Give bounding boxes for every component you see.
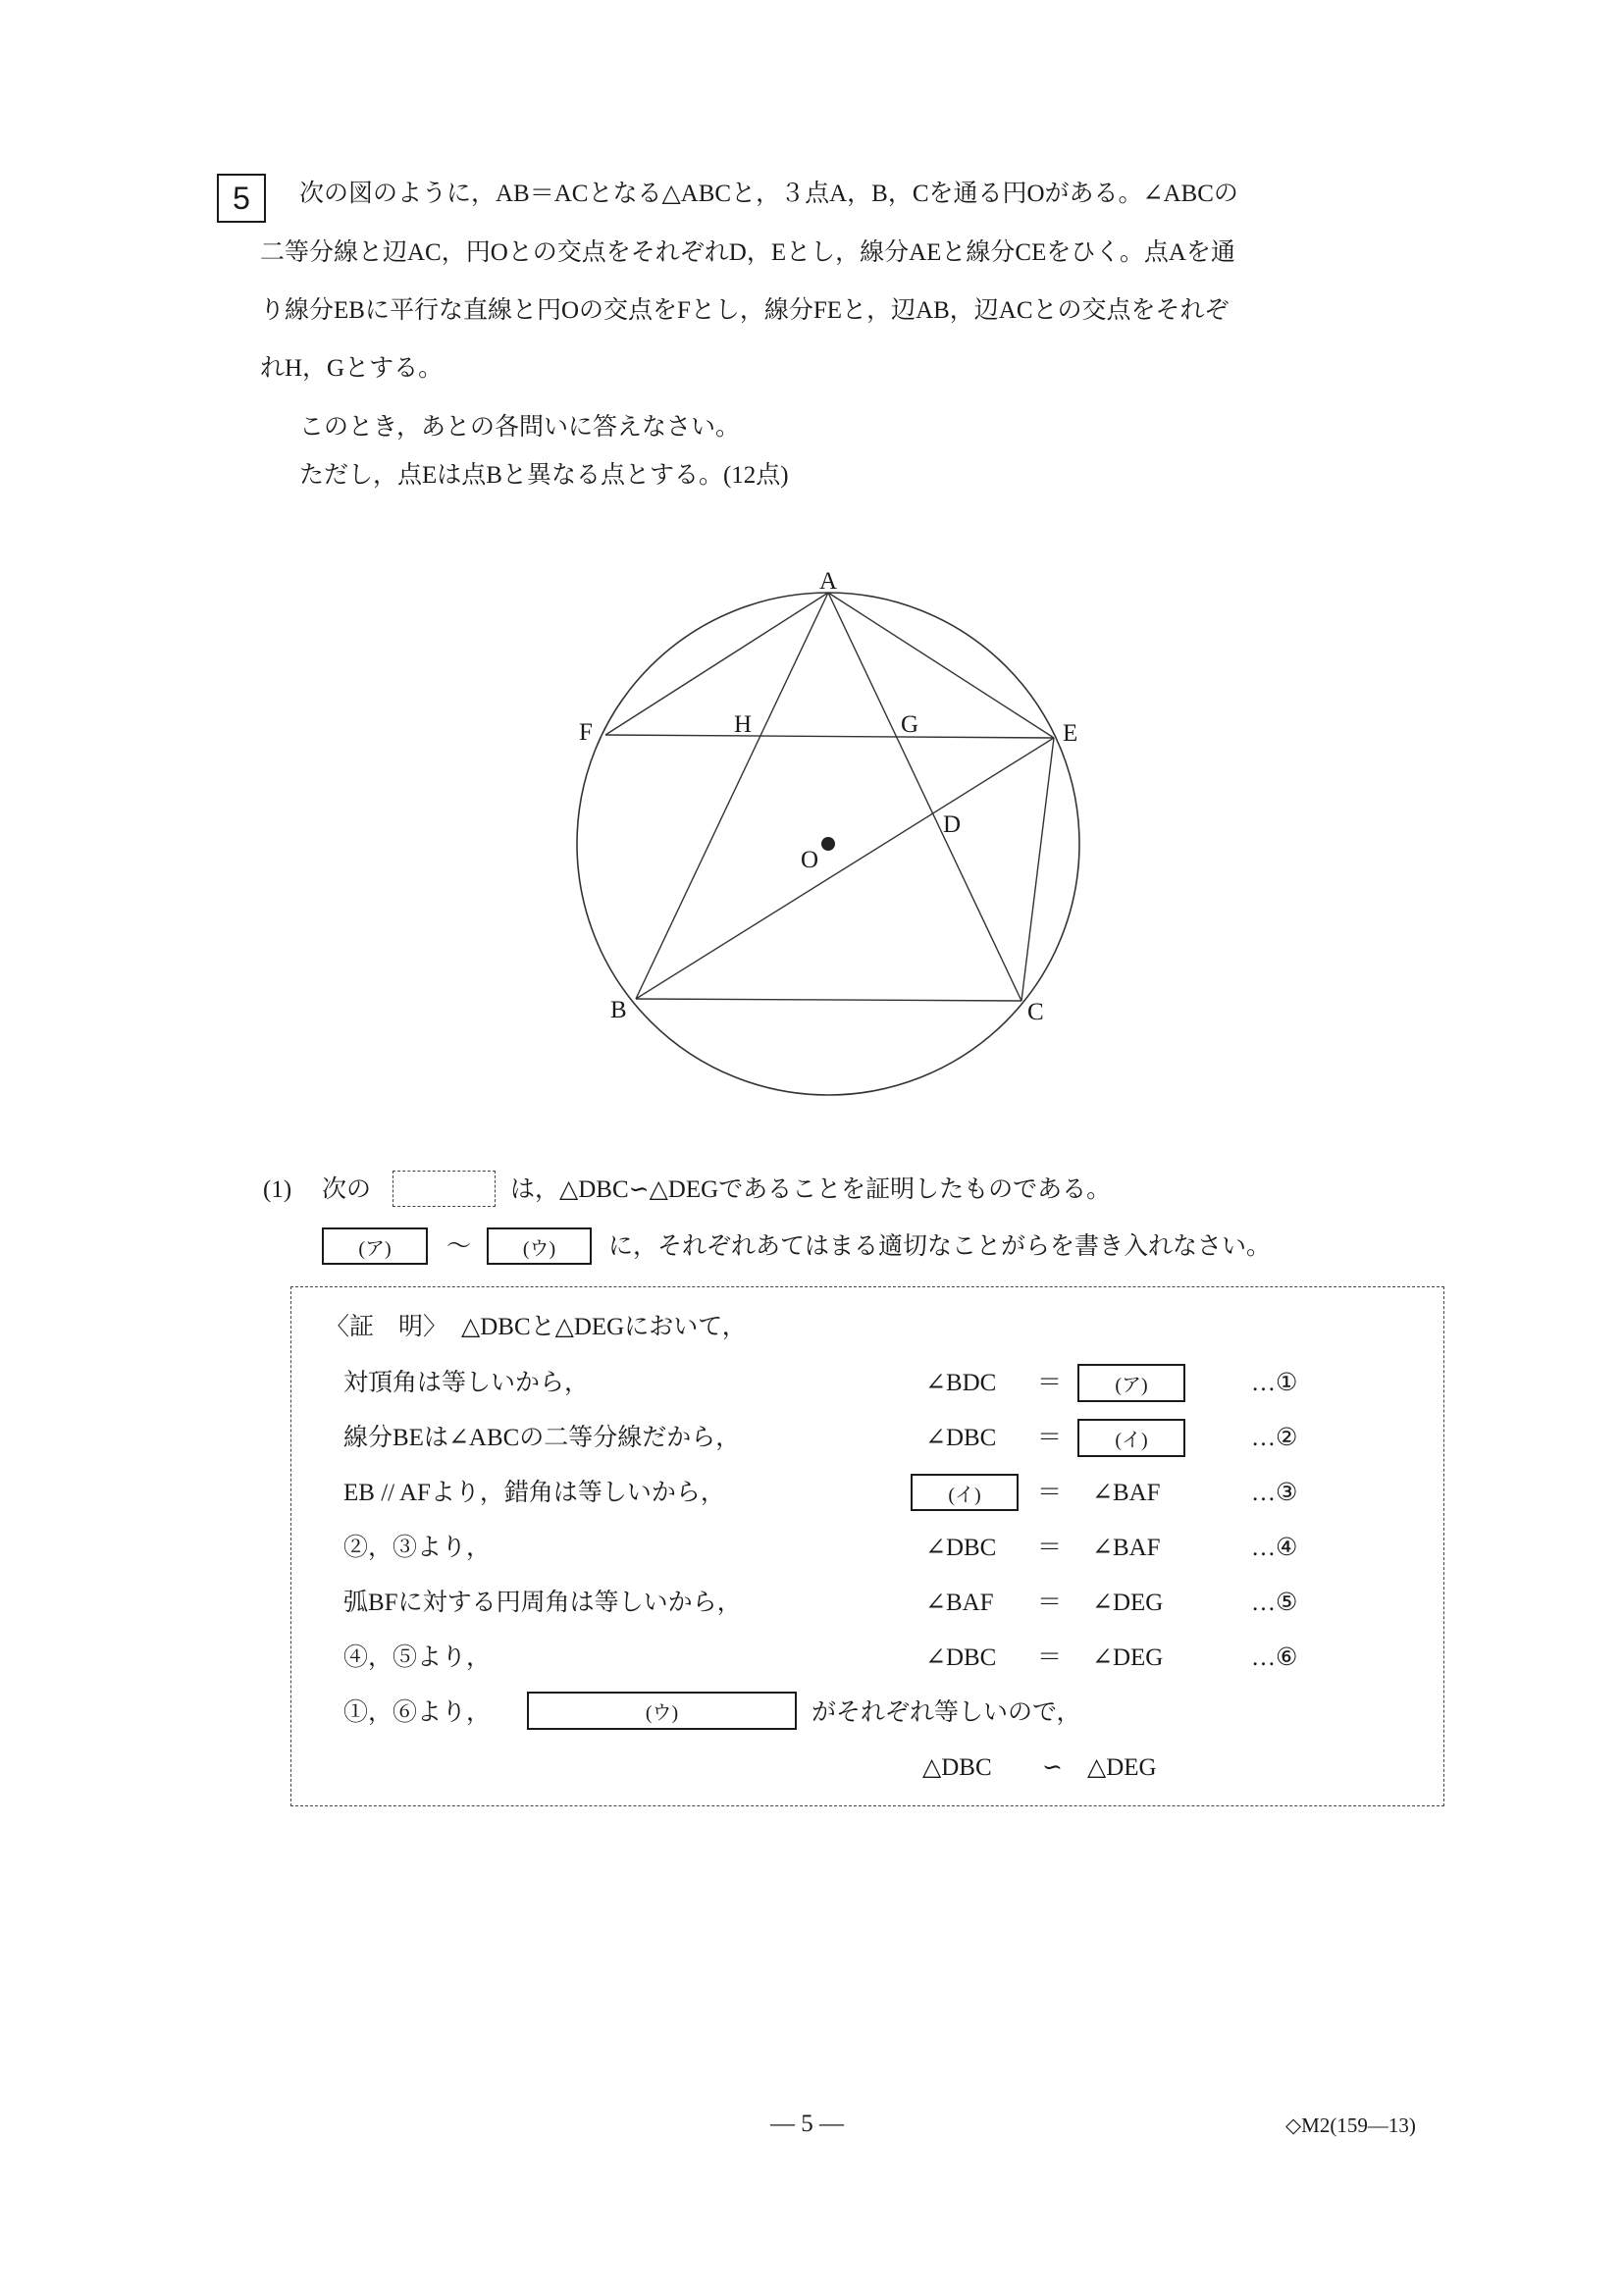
label-a: A (819, 568, 838, 595)
part1-number: (1) (263, 1176, 292, 1203)
proof-ref-5: …⑤ (1251, 1590, 1298, 1616)
answer-box-c[interactable]: (ウ) (527, 1692, 797, 1730)
proof-ref-4: …④ (1251, 1535, 1298, 1561)
segment-ce (1021, 738, 1054, 1001)
label-e: E (1063, 720, 1078, 747)
label-g: G (901, 711, 919, 738)
conclusion-right: △DEG (1087, 1754, 1157, 1781)
proof-reason-3: EB // AFより，錯角は等しいから， (343, 1480, 725, 1506)
label-h: H (734, 711, 753, 738)
label-f: F (579, 719, 593, 746)
blank-box-a-reference: (ア) (322, 1227, 428, 1265)
proof-lhs-2: ∠DBC (925, 1425, 997, 1451)
answer-box-a[interactable]: (ア) (1077, 1364, 1185, 1402)
proof-lhs-6: ∠DBC (925, 1644, 997, 1671)
proof-eq-1: ＝ (1037, 1370, 1063, 1396)
proof-eq-3: ＝ (1037, 1480, 1063, 1506)
part1-tilde: ～ (446, 1233, 472, 1260)
segment-bc (636, 999, 1021, 1001)
answer-box-b-repeat: (イ) (911, 1474, 1019, 1511)
proof-final-tail: がそれぞれ等しいので， (812, 1699, 1081, 1726)
proof-intro: △DBCと△DEGにおいて， (461, 1314, 747, 1340)
proof-heading: 〈証 明〉 (325, 1314, 448, 1340)
blank-box-c-reference: (ウ) (487, 1227, 592, 1265)
answer-box-b[interactable]: (イ) (1077, 1419, 1185, 1457)
label-o: O (801, 847, 819, 873)
question-note: ただし，点Eは点Bと異なる点とする。(12点) (299, 462, 789, 489)
proof-lhs-4: ∠DBC (925, 1535, 997, 1561)
page-number: — 5 — (770, 2111, 844, 2137)
proof-reason-5: 弧BFに対する円周角は等しいから， (343, 1590, 742, 1616)
proof-ref-3: …③ (1251, 1480, 1298, 1506)
question-line-2: 二等分線と辺AC，円Oとの交点をそれぞれD，Eとし，線分AEと線分CEをひく。点Aを通 (260, 239, 1235, 266)
segment-fe (605, 735, 1054, 738)
part1-text-b: は，△DBC∽△DEGであることを証明したものである。 (510, 1176, 1112, 1203)
segment-be (636, 738, 1054, 999)
label-d: D (943, 811, 962, 838)
label-b: B (610, 997, 627, 1023)
proof-rhs-4: ∠BAF (1092, 1535, 1161, 1561)
proof-ref-1: …① (1251, 1370, 1298, 1396)
question-line-3: り線分EBに平行な直線と円Oの交点をFとし，線分FEと，辺AB，辺ACとの交点をそれぞ (260, 297, 1230, 324)
proof-eq-2: ＝ (1037, 1425, 1063, 1451)
question-line-4: れH，Gとする。 (260, 355, 444, 382)
proof-eq-6: ＝ (1037, 1644, 1063, 1671)
exam-code: ◇M2(159—13) (1285, 2113, 1416, 2137)
part1-text-c: に，それぞれあてはまる適切なことがらを書き入れなさい。 (608, 1233, 1272, 1260)
part1-text-a: 次の (322, 1176, 372, 1203)
question-line-1: 次の図のように，AB＝ACとなる△ABCと，３点A，B，Cを通る円Oがある。∠ABCの (299, 181, 1238, 207)
proof-rhs-6: ∠DEG (1092, 1644, 1164, 1671)
proof-ref-6: …⑥ (1251, 1644, 1298, 1671)
proof-eq-5: ＝ (1037, 1590, 1063, 1616)
proof-ref-2: …② (1251, 1425, 1298, 1451)
proof-lhs-1: ∠BDC (925, 1370, 997, 1396)
conclusion-left: △DBC (922, 1754, 992, 1781)
proof-reason-1: 対頂角は等しいから， (343, 1370, 590, 1396)
dashed-box-marker (393, 1171, 496, 1207)
question-instruction: このとき，あとの各問いに答えなさい。 (299, 414, 741, 441)
proof-lhs-5: ∠BAF (925, 1590, 994, 1616)
proof-reason-6: ④，⑤より， (343, 1644, 492, 1671)
conclusion-similar: ∽ (1042, 1754, 1063, 1781)
proof-reason-4: ②，③より， (343, 1535, 492, 1561)
proof-eq-4: ＝ (1037, 1535, 1063, 1561)
proof-reason-2: 線分BEは∠ABCの二等分線だから， (343, 1425, 741, 1451)
center-point-o (821, 837, 835, 851)
proof-final-reason: ①，⑥より， (343, 1699, 492, 1726)
proof-rhs-5: ∠DEG (1092, 1590, 1164, 1616)
proof-rhs-3: ∠BAF (1092, 1480, 1161, 1506)
label-c: C (1027, 999, 1044, 1025)
question-number: 5 (233, 180, 250, 216)
